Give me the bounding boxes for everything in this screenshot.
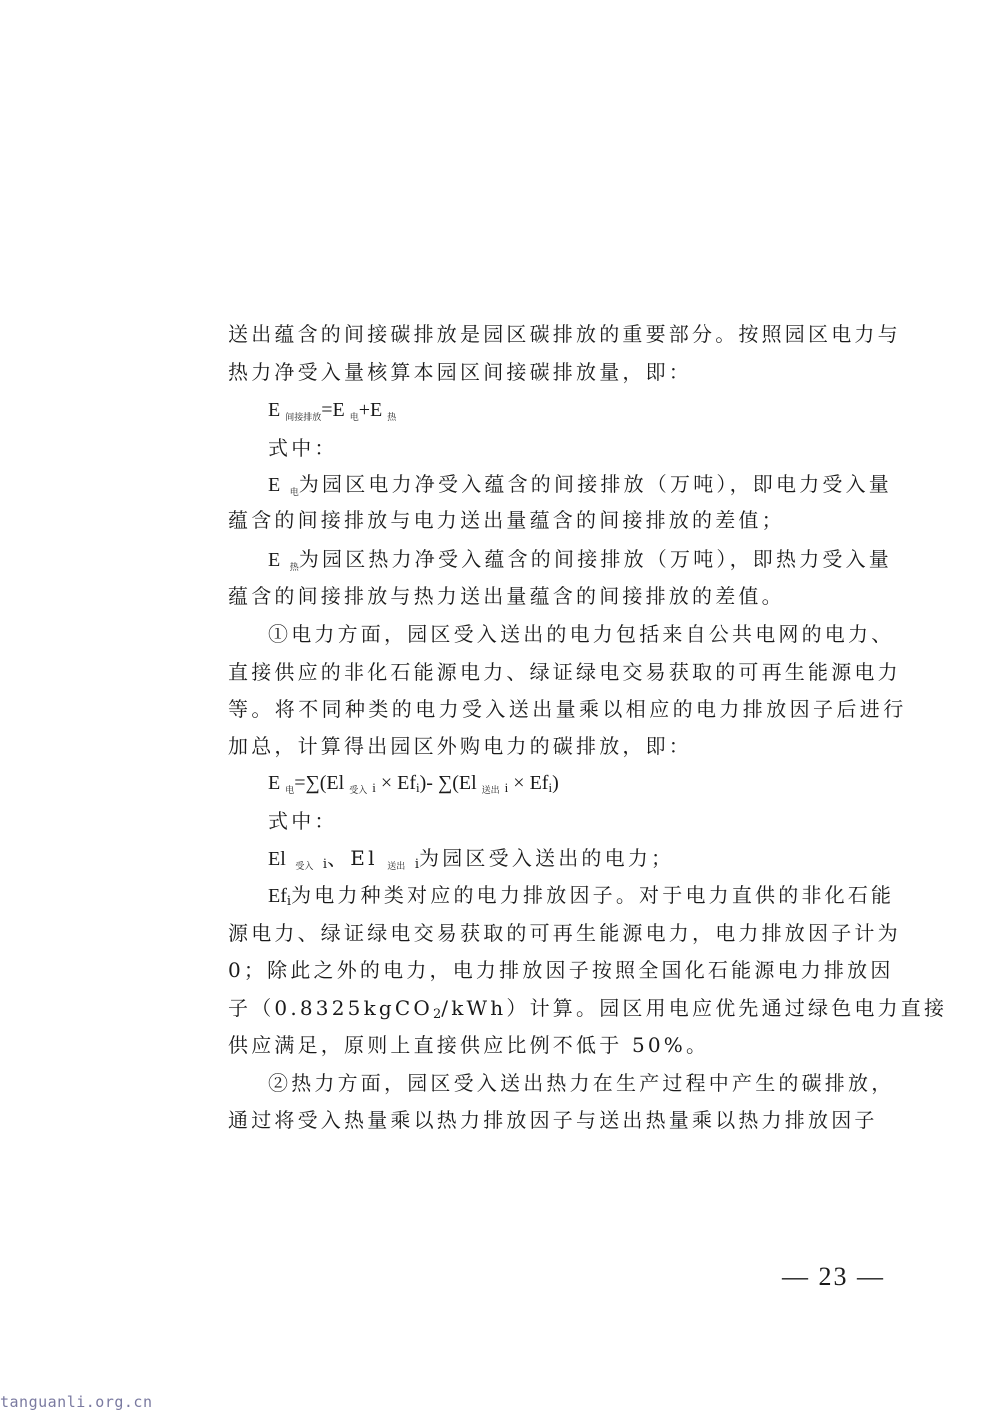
body-text-line: ②热力方面，园区受入送出热力在生产过程中产生的碳排放， [268,1071,895,1095]
watermark: tanguanli.org.cn [0,1393,153,1411]
body-text-line: 蕴含的间接排放与电力送出量蕴含的间接排放的差值； [228,508,785,532]
body-text-line: ①电力方面，园区受入送出的电力包括来自公共电网的电力、 [268,622,895,646]
definition-e-heat: E $_热$为园区热力净受入蕴含的间接排放（万吨），即热力受入量 [268,547,892,573]
body-text-line: 子（0.8325kgCO2/kWh）计算。园区用电应优先通过绿色电力直接 [228,996,948,1022]
definition-el: El $_{受入}$ i、El $_{送出}$ i为园区受入送出的电力； [268,846,675,872]
body-text-line: 等。将不同种类的电力受入送出量乘以相应的电力排放因子后进行 [228,697,907,721]
formula-total-indirect: E $_{间接排放}$=E $_电$+E $_热$ [268,399,397,422]
body-text-line: 加总，计算得出园区外购电力的碳排放，即： [228,734,692,758]
body-text-line: 热力净受入量核算本园区间接碳排放量，即： [228,360,692,384]
where-label: 式中： [268,436,338,460]
body-text-line: 供应满足，原则上直接供应比例不低于 50%。 [228,1033,710,1057]
page-number: — 23 — [782,1262,885,1291]
definition-ef: Efi为电力种类对应的电力排放因子。对于电力直供的非化石能 [268,883,895,909]
body-text-line: 通过将受入热量乘以热力排放因子与送出热量乘以热力排放因子 [228,1108,878,1132]
where-label: 式中： [268,809,338,833]
body-text-line: 蕴含的间接排放与热力送出量蕴含的间接排放的差值。 [228,584,785,608]
definition-e-electricity: E $_电$为园区电力净受入蕴含的间接排放（万吨），即电力受入量 [268,472,892,498]
body-text-line: 源电力、绿证绿电交易获取的可再生能源电力，电力排放因子计为 [228,921,901,945]
body-text-line: 0；除此之外的电力，电力排放因子按照全国化石能源电力排放因 [228,958,894,982]
body-text-line: 直接供应的非化石能源电力、绿证绿电交易获取的可再生能源电力 [228,660,901,684]
body-text-line: 送出蕴含的间接碳排放是园区碳排放的重要部分。按照园区电力与 [228,322,901,346]
formula-electricity: E $_电$=∑(El $_{受入}$ i × Efi)- ∑(El $_{送出}$ i × Efi) [268,772,559,795]
